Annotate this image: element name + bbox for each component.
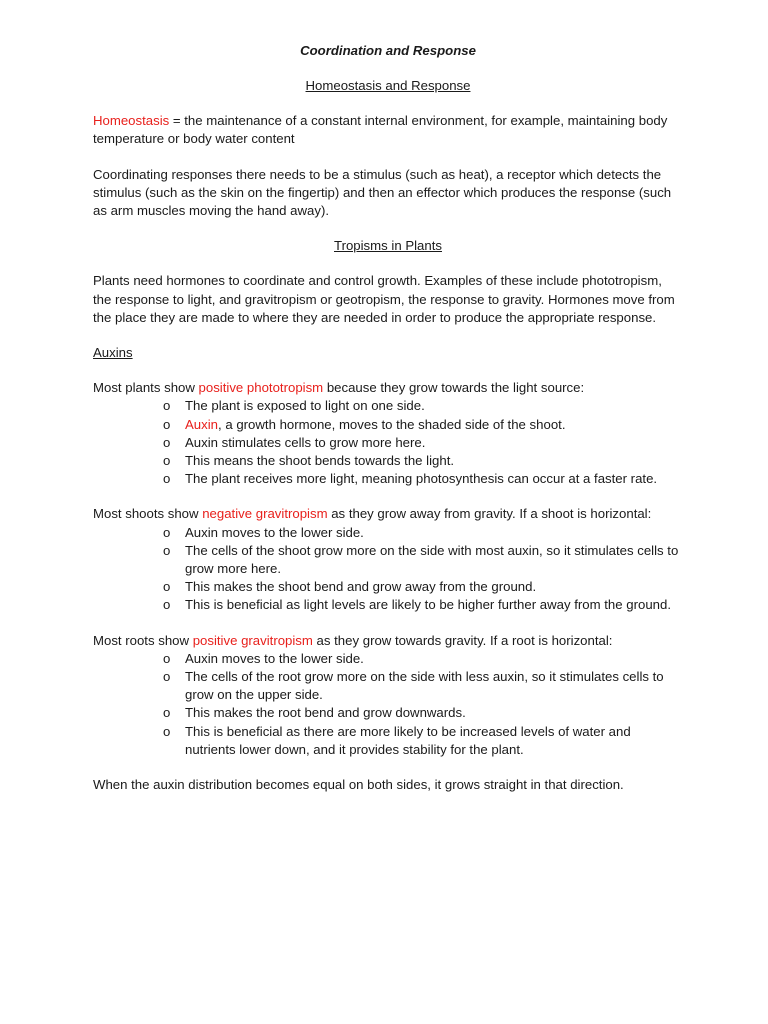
list-item xyxy=(163,668,683,704)
heading-auxins: Auxins xyxy=(93,345,133,361)
document-title: Coordination and Response xyxy=(300,43,476,58)
bullet-marker: o xyxy=(163,434,171,450)
list-item-text: This makes the shoot bend and grow away from the ground. xyxy=(185,579,537,595)
roots-list xyxy=(93,650,683,759)
list-item xyxy=(163,542,683,578)
list-item-text: The plant receives more light, meaning photosynthesis can occur at a faster rate. xyxy=(185,471,658,487)
roots-term: positive gravitropism xyxy=(192,632,313,648)
list-item-text: This means the shoot bends towards the light. xyxy=(185,453,455,469)
list-item xyxy=(163,723,683,759)
bullet-marker: o xyxy=(163,705,171,721)
bullet-marker: o xyxy=(163,579,171,595)
shoots-lead-after: as they grow away from gravity. If a shoot is horizontal: xyxy=(327,506,652,522)
bullet-marker: o xyxy=(163,398,171,414)
document-page xyxy=(93,42,683,794)
list-item-text: , a growth hormone, moves to the shaded side of the shoot. xyxy=(218,416,566,432)
roots-lead-before: Most roots show xyxy=(93,632,193,648)
shoots-lead-before: Most shoots show xyxy=(93,506,203,522)
auxin-term: Auxin xyxy=(185,416,218,432)
list-item-text: This is beneficial as light levels are likely to be higher further away from the ground. xyxy=(185,597,671,613)
phototropism-lead-before: Most plants show xyxy=(93,380,199,396)
roots-lead-after: as they grow towards gravity. If a root is horizontal: xyxy=(312,632,613,648)
list-item xyxy=(163,397,683,415)
conclusion-paragraph: When the auxin distribution becomes equal on both sides, it grows straight in that direction. xyxy=(93,777,624,793)
phototropism-term: positive phototropism xyxy=(198,380,324,396)
shoots-term: negative gravitropism xyxy=(202,506,328,522)
list-item-text: Auxin moves to the lower side. xyxy=(185,650,364,666)
list-item xyxy=(163,416,683,434)
phototropism-lead xyxy=(93,379,683,397)
bullet-marker: o xyxy=(163,669,171,685)
heading-tropisms: Tropisms in Plants xyxy=(334,238,442,254)
bullet-marker: o xyxy=(163,471,171,487)
list-item xyxy=(163,578,683,596)
shoots-lead xyxy=(93,505,683,523)
bullet-marker: o xyxy=(163,650,171,666)
bullet-marker: o xyxy=(163,416,171,432)
list-item xyxy=(163,704,683,722)
homeostasis-definition-text: = the maintenance of a constant internal environment, for example, maintaining body temperature or body water content xyxy=(93,113,668,147)
list-item xyxy=(163,452,683,470)
bullet-marker: o xyxy=(163,524,171,540)
bullet-marker: o xyxy=(163,597,171,613)
list-item xyxy=(163,470,683,488)
list-item-text: Auxin moves to the lower side. xyxy=(185,524,364,540)
roots-lead xyxy=(93,632,683,650)
phototropism-list xyxy=(93,397,683,488)
list-item xyxy=(163,434,683,452)
list-item-text: This makes the root bend and grow downwards. xyxy=(185,705,466,721)
list-item-text: The plant is exposed to light on one side. xyxy=(185,398,425,414)
list-item-text: The cells of the root grow more on the side with less auxin, so it stimulates cells to grow on the upper side. xyxy=(185,669,664,703)
bullet-marker: o xyxy=(163,723,171,739)
shoots-list xyxy=(93,524,683,615)
list-item-text: The cells of the shoot grow more on the side with most auxin, so it stimulates cells to grow more here. xyxy=(185,542,679,577)
coordination-paragraph: Coordinating responses there needs to be a stimulus (such as heat), a receptor which detects the stimulus (such as the skin on the fingertip) and then an effector which produces the response (such as arm muscles moving the hand away). xyxy=(93,166,672,219)
list-item xyxy=(163,650,683,668)
bullet-marker: o xyxy=(163,453,171,469)
list-item-text: This is beneficial as there are more likely to be increased levels of water and nutrients lower down, and it provides stability for the plant. xyxy=(185,723,631,757)
homeostasis-term: Homeostasis xyxy=(93,113,170,129)
list-item xyxy=(163,524,683,542)
list-item xyxy=(163,596,683,614)
list-item-text: Auxin stimulates cells to grow more here. xyxy=(185,434,426,450)
phototropism-lead-after: because they grow towards the light source: xyxy=(323,380,585,396)
heading-homeostasis: Homeostasis and Response xyxy=(305,78,471,93)
tropisms-paragraph: Plants need hormones to coordinate and control growth. Examples of these include phototropism, the response to light, and gravitropism or geotropism, the response to gravity. Hormones move from the place they are made to where they are needed in order to produce the appropriate response. xyxy=(93,273,675,325)
bullet-marker: o xyxy=(163,542,171,558)
homeostasis-definition xyxy=(93,112,683,148)
